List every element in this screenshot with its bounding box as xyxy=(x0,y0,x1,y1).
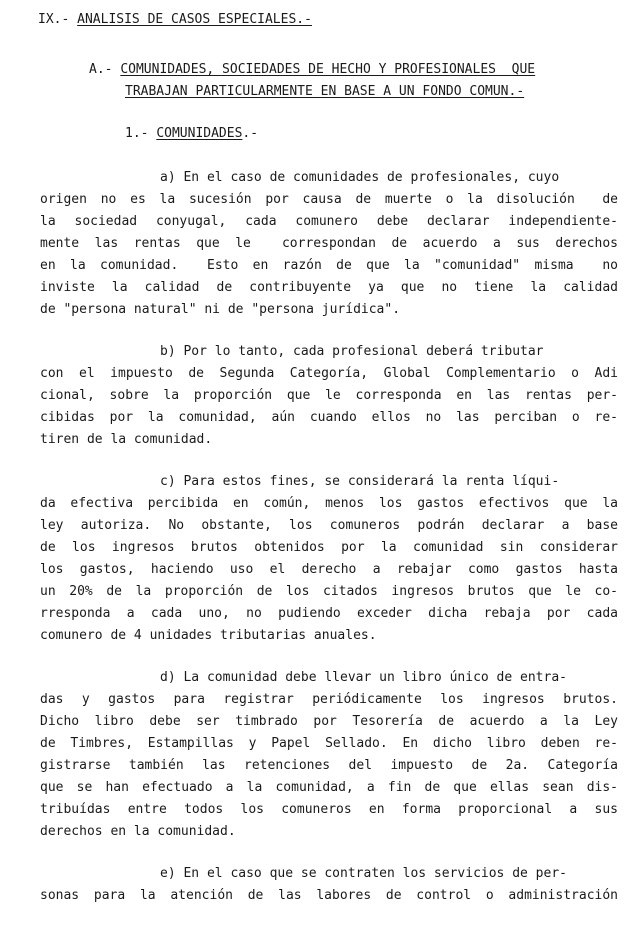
paragraph-b-line: b) Por lo tanto, cada profesional deberá tributar xyxy=(160,344,544,359)
paragraph-b-line: cional, sobre la proporción que le corresponda en las rentas per- xyxy=(40,388,618,403)
subsection-a-heading xyxy=(89,62,535,78)
paragraph-c-line: c) Para estos fines, se considerará la renta líqui- xyxy=(160,474,560,489)
paragraph-b-line: tiren de la comunidad. xyxy=(40,432,213,447)
paragraph-c-line: de los ingresos brutos obtenidos por la comunidad sin considerar xyxy=(40,540,618,555)
paragraph-d-line: tribuídas entre todos los comuneros en forma proporcional a sus xyxy=(40,802,618,817)
paragraph-c-line: rresponda a cada uno, no pudiendo exceder dicha rebaja por cada xyxy=(40,606,618,621)
paragraph-d-line: gistrarse también las retenciones del impuesto de 2a. Categoría xyxy=(40,758,618,773)
paragraph-d-line: que se han efectuado a la comunidad, a fin de que ellas sean dis- xyxy=(40,780,618,795)
paragraph-d-line: d) La comunidad debe llevar un libro único de entra- xyxy=(160,670,567,685)
subsection-1-suffix: .- xyxy=(242,126,259,141)
subsection-a-title-line1: COMUNIDADES, SOCIEDADES DE HECHO Y PROFESIONALES QUE xyxy=(120,62,536,77)
paragraph-d-line: Dicho libro debe ser timbrado por Tesorería de acuerdo a la Ley xyxy=(40,714,618,729)
subsection-1-label: 1.- xyxy=(125,126,157,141)
paragraph-a-line: la sociedad conyugal, cada comunero debe declarar independiente- xyxy=(40,214,618,229)
paragraph-a-line: a) En el caso de comunidades de profesionales, cuyo xyxy=(160,170,560,185)
paragraph-a-line: origen no es la sucesión por causa de muerte o la disolución de xyxy=(40,192,618,207)
paragraph-a-line: inviste la calidad de contribuyente ya que no tiene la calidad xyxy=(40,280,618,295)
section-heading xyxy=(38,12,312,28)
paragraph-e-line: sonas para la atención de las labores de control o administración xyxy=(40,888,618,903)
section-title: ANALISIS DE CASOS ESPECIALES.- xyxy=(77,12,312,27)
paragraph-a-line: de "persona natural" ni de "persona jurídica". xyxy=(40,302,401,317)
paragraph-c-line: ley autoriza. No obstante, los comuneros podrán declarar a base xyxy=(40,518,618,533)
subsection-a-title-line2: TRABAJAN PARTICULARMENTE EN BASE A UN FONDO COMUN.- xyxy=(125,84,525,99)
paragraph-e-line: e) En el caso que se contraten los servicios de per- xyxy=(160,866,567,881)
paragraph-c-line: un 20% de la proporción de los citados ingresos brutos que le co- xyxy=(40,584,618,599)
paragraph-d-line: derechos en la comunidad. xyxy=(40,824,236,839)
paragraph-c-line: da efectiva percibida en común, menos los gastos efectivos que la xyxy=(40,496,618,511)
paragraph-d-line: das y gastos para registrar periódicamente los ingresos brutos. xyxy=(40,692,618,707)
paragraph-a-line: en la comunidad. Esto en razón de que la "comunidad" misma no xyxy=(40,258,618,273)
paragraph-c-line: los gastos, haciendo uso el derecho a rebajar como gastos hasta xyxy=(40,562,618,577)
paragraph-b-line: con el impuesto de Segunda Categoría, Global Complementario o Adi xyxy=(40,366,618,381)
paragraph-c-line: comunero de 4 unidades tributarias anuales. xyxy=(40,628,377,643)
paragraph-d-line: de Timbres, Estampillas y Papel Sellado. En dicho libro deben re- xyxy=(40,736,618,751)
subsection-a-label: A.- xyxy=(89,62,121,77)
section-number: IX.- xyxy=(38,12,78,27)
paragraph-b-line: cibidas por la comunidad, aún cuando ellos no las perciban o re- xyxy=(40,410,618,425)
subsection-1-title: COMUNIDADES xyxy=(156,126,243,141)
paragraph-a-line: mente las rentas que le correspondan de acuerdo a sus derechos xyxy=(40,236,618,251)
subsection-1-heading xyxy=(125,126,258,142)
